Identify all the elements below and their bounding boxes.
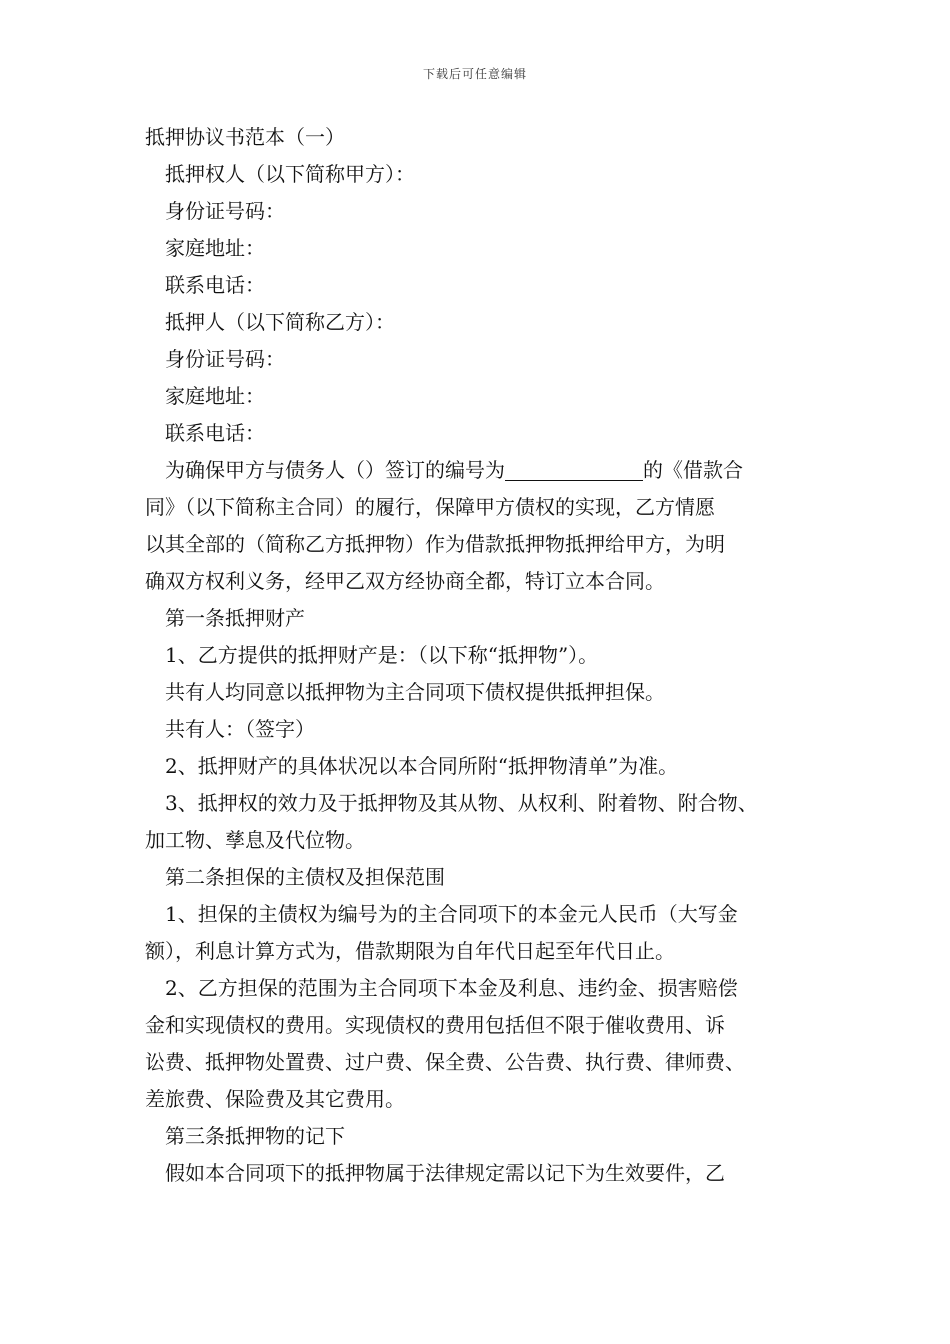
intro-paragraph-line: 确双方权利义务，经甲乙双方经协商全都，特订立本合同。 [145,569,665,593]
article-1-title: 第一条抵押财产 [165,606,305,630]
document-title: 抵押协议书范本（一） [145,125,345,149]
intro-paragraph-line [145,452,835,489]
article-2-item-2-cont: 讼费、抵押物处置费、过户费、保全费、公告费、执行费、律师费、 [145,1050,745,1074]
article-1-item-3: 3、抵押权的效力及于抵押物及其从物、从权利、附着物、附合物、 [165,791,758,815]
article-2-title: 第二条担保的主债权及担保范围 [165,865,445,889]
party-b-address-field: 家庭地址： [165,384,265,408]
article-2-item-2-cont: 差旅费、保险费及其它费用。 [145,1087,405,1111]
article-1-item-2: 2、抵押财产的具体状况以本合同所附“抵押物清单”为准。 [165,754,679,778]
party-a-heading: 抵押权人（以下简称甲方）： [165,162,415,186]
intro-text-before-blank: 为确保甲方与债务人（）签订的编号为 [165,458,505,482]
article-3-paragraph: 假如本合同项下的抵押物属于法律规定需以记下为生效要件，乙 [165,1161,725,1185]
article-2-item-2-cont: 金和实现债权的费用。实现债权的费用包括但不限于催收费用、诉 [145,1013,725,1037]
article-2-item-2: 2、乙方担保的范围为主合同项下本金及利息、违约金、损害赔偿 [165,976,738,1000]
intro-text-after-blank: 的《借款合 [643,458,743,482]
party-a-phone-field: 联系电话： [165,273,265,297]
page-header: 下载后可任意编辑 [422,67,527,81]
co-owner-signature: 共有人：（签字） [165,717,315,741]
party-b-heading: 抵押人（以下简称乙方）： [165,310,395,334]
party-a-address-field: 家庭地址： [165,236,265,260]
intro-paragraph-line: 同》（以下简称主合同）的履行，保障甲方债权的实现，乙方情愿 [145,495,715,519]
article-1-item-3-cont: 加工物、孳息及代位物。 [145,828,365,852]
article-3-title: 第三条抵押物的记下 [165,1124,345,1148]
co-owner-consent: 共有人均同意以抵押物为主合同项下债权提供抵押担保。 [165,680,665,704]
party-b-id-field: 身份证号码： [165,347,285,371]
article-1-item-1: 1、乙方提供的抵押财产是：（以下称“抵押物”）。 [165,643,599,667]
article-2-item-1-cont: 额），利息计算方式为，借款期限为自年代日起至年代日止。 [145,939,675,963]
party-b-phone-field: 联系电话： [165,421,265,445]
document-body [145,119,835,1192]
contract-number-blank [505,460,643,481]
intro-paragraph-line: 以其全部的（简称乙方抵押物）作为借款抵押物抵押给甲方，为明 [145,532,725,556]
article-2-item-1: 1、担保的主债权为编号为的主合同项下的本金元人民币（大写金 [165,902,738,926]
party-a-id-field: 身份证号码： [165,199,285,223]
